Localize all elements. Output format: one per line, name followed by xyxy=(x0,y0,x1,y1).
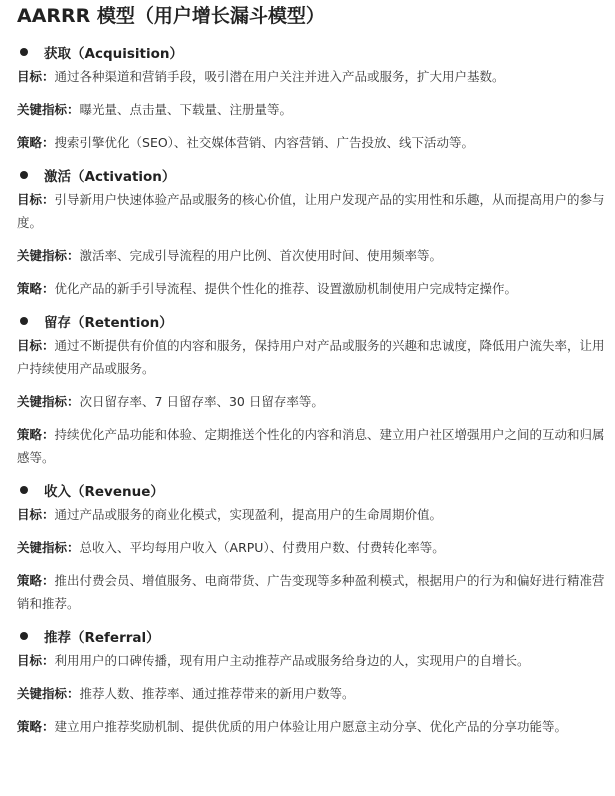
section-heading-text: 收入（Revenue） xyxy=(44,484,164,500)
strategy-label: 策略： xyxy=(17,281,55,296)
kpi-text: 激活率、完成引导流程的用户比例、首次使用时间、使用频率等。 xyxy=(79,248,443,263)
goal-paragraph xyxy=(17,334,607,380)
strategy-text: 建立用户推荐奖励机制、提供优质的用户体验让用户愿意主动分享、优化产品的分享功能等。 xyxy=(54,719,568,734)
section-acquisition xyxy=(17,41,607,154)
kpi-label: 关键指标： xyxy=(17,248,80,263)
goal-text: 通过不断提供有价值的内容和服务，保持用户对产品或服务的兴趣和忠诚度，降低用户流失率，让用户持续使用产品或服务。 xyxy=(17,338,605,376)
kpi-paragraph xyxy=(17,390,607,413)
goal-paragraph xyxy=(17,65,607,88)
bullet-icon xyxy=(20,486,28,494)
bullet-icon xyxy=(20,632,28,640)
goal-paragraph xyxy=(17,649,607,672)
goal-text: 利用用户的口碑传播，现有用户主动推荐产品或服务给身边的人，实现用户的自增长。 xyxy=(54,653,530,668)
section-heading-text: 推荐（Referral） xyxy=(44,630,160,646)
strategy-paragraph xyxy=(17,569,607,615)
goal-label: 目标： xyxy=(17,507,55,522)
section-revenue xyxy=(17,479,607,615)
section-retention xyxy=(17,310,607,469)
strategy-text: 搜索引擎优化（SEO）、社交媒体营销、内容营销、广告投放、线下活动等。 xyxy=(54,135,474,150)
goal-text: 引导新用户快速体验产品或服务的核心价值，让用户发现产品的实用性和乐趣，从而提高用户的参与度。 xyxy=(17,192,605,230)
strategy-paragraph xyxy=(17,277,607,300)
goal-paragraph xyxy=(17,188,607,234)
section-heading xyxy=(17,164,607,186)
section-heading xyxy=(17,310,607,332)
section-heading-text: 留存（Retention） xyxy=(44,315,173,331)
strategy-paragraph xyxy=(17,423,607,469)
kpi-paragraph xyxy=(17,536,607,559)
page-title: AARRR 模型（用户增长漏斗模型） xyxy=(17,5,325,27)
goal-label: 目标： xyxy=(17,192,55,207)
section-heading xyxy=(17,479,607,501)
goal-label: 目标： xyxy=(17,69,55,84)
goal-text: 通过各种渠道和营销手段，吸引潜在用户关注并进入产品或服务，扩大用户基数。 xyxy=(54,69,505,84)
strategy-text: 推出付费会员、增值服务、电商带货、广告变现等多种盈利模式，根据用户的行为和偏好进行精准营销和推荐。 xyxy=(17,573,605,611)
goal-label: 目标： xyxy=(17,338,55,353)
kpi-label: 关键指标： xyxy=(17,540,80,555)
bullet-icon xyxy=(20,171,28,179)
kpi-label: 关键指标： xyxy=(17,686,80,701)
strategy-text: 优化产品的新手引导流程、提供个性化的推荐、设置激励机制使用户完成特定操作。 xyxy=(54,281,518,296)
kpi-text: 曝光量、点击量、下载量、注册量等。 xyxy=(79,102,293,117)
kpi-label: 关键指标： xyxy=(17,102,80,117)
kpi-paragraph xyxy=(17,682,607,705)
section-referral xyxy=(17,625,607,738)
strategy-text: 持续优化产品功能和体验、定期推送个性化的内容和消息、建立用户社区增强用户之间的互动和归属感等。 xyxy=(17,427,605,465)
bullet-icon xyxy=(20,48,28,56)
kpi-paragraph xyxy=(17,98,607,121)
strategy-label: 策略： xyxy=(17,573,55,588)
bullet-icon xyxy=(20,317,28,325)
kpi-text: 次日留存率、7 日留存率、30 日留存率等。 xyxy=(79,394,324,409)
goal-text: 通过产品或服务的商业化模式，实现盈利，提高用户的生命周期价值。 xyxy=(54,507,443,522)
strategy-paragraph xyxy=(17,131,607,154)
strategy-label: 策略： xyxy=(17,719,55,734)
section-activation xyxy=(17,164,607,300)
section-heading-text: 获取（Acquisition） xyxy=(44,46,183,62)
document xyxy=(17,0,607,738)
kpi-text: 推荐人数、推荐率、通过推荐带来的新用户数等。 xyxy=(79,686,355,701)
strategy-label: 策略： xyxy=(17,135,55,150)
section-heading xyxy=(17,41,607,63)
goal-label: 目标： xyxy=(17,653,55,668)
kpi-label: 关键指标： xyxy=(17,394,80,409)
strategy-label: 策略： xyxy=(17,427,55,442)
kpi-paragraph xyxy=(17,244,607,267)
section-heading xyxy=(17,625,607,647)
section-heading-text: 激活（Activation） xyxy=(44,169,176,185)
goal-paragraph xyxy=(17,503,607,526)
strategy-paragraph xyxy=(17,715,607,738)
kpi-text: 总收入、平均每用户收入（ARPU）、付费用户数、付费转化率等。 xyxy=(79,540,445,555)
